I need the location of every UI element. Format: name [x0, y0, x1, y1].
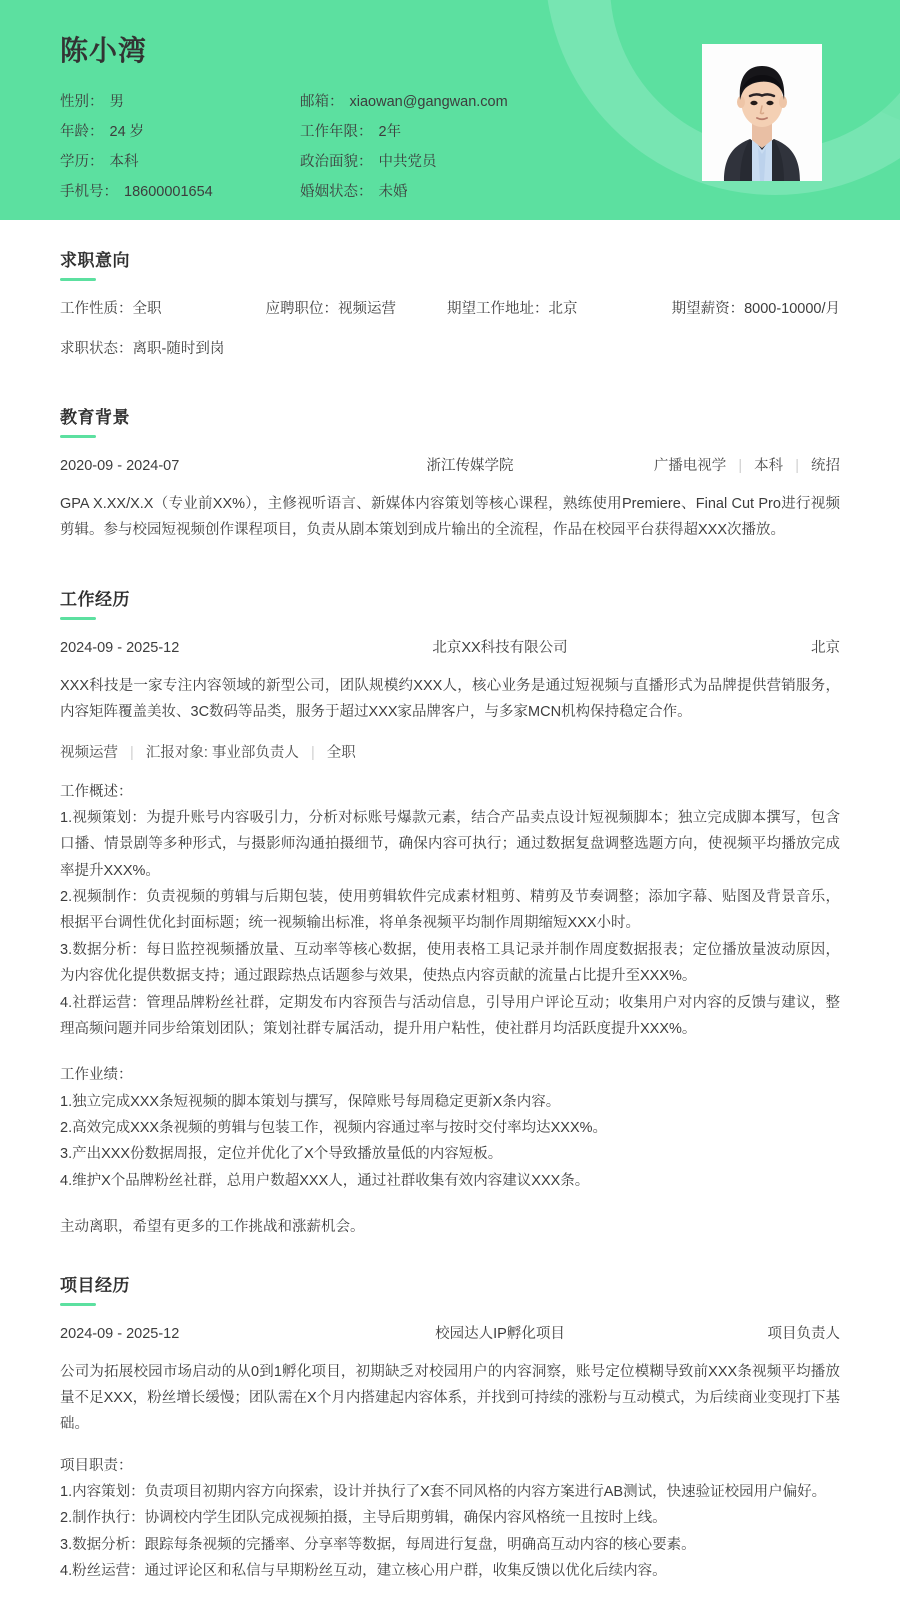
info-item-age — [60, 120, 300, 141]
work-achievement-item: 4.维护X个品牌粉丝社群，总用户数超XXX人，通过社群收集有效内容建议XXX条。 — [60, 1172, 590, 1189]
info-label: 婚姻状态 — [300, 183, 358, 200]
section-work-experience — [60, 559, 840, 1241]
job-intention-row-2 — [60, 337, 840, 358]
work-company-intro: XXX科技是一家专注内容领域的新型公司，团队规模约XXX人，核心业务是通过短视频与直播形式为品牌提供营销服务，内容矩阵覆盖美妆、3C数码等品类，服务于超过XXX家品牌客户，与多家MCN机构保持稳定合作。 — [60, 677, 840, 721]
work-achievement-item: 1.独立完成XXX条短视频的脚本策划与撰写，保障账号每周稳定更新X条内容。 — [60, 1093, 561, 1110]
work-leave-reason: 主动离职，希望有更多的工作挑战和涨薪机会。 — [60, 1219, 365, 1236]
info-separator: ： — [358, 153, 373, 170]
project-entry-header — [60, 1322, 840, 1343]
candidate-name: 陈小湾 — [60, 35, 148, 66]
work-duty-item: 4.社群运营：管理品牌粉丝社群，定期发布内容预告与活动信息，引导用户评论互动；收集用户对内容的反馈与建议，整理高频问题并同步给策划团队；策划社群专属活动，提升用户粘性，使社群月均活跃度提升XXX%。 — [60, 994, 840, 1037]
work-achievement-item: 3.产出XXX份数据周报，定位并优化了X个导致播放量低的内容短板。 — [60, 1146, 503, 1163]
info-label: 工作年限 — [300, 123, 358, 140]
project-duty-item: 1.内容策划：负责项目初期内容方向探索，设计并执行了X套不同风格的内容方案进行AB测试，快速验证校园用户偏好。 — [60, 1484, 827, 1500]
work-location: 北京 — [811, 639, 840, 656]
info-separator: ： — [89, 93, 104, 110]
intent-label: 求职状态： — [60, 341, 133, 357]
info-value: xiaowan@gangwan.com — [349, 93, 508, 110]
intent-value: 8000-10000/月 — [744, 301, 841, 317]
info-item-phone — [60, 180, 300, 201]
section-title: 项目经历 — [60, 1275, 130, 1295]
intent-label: 期望薪资： — [671, 301, 745, 317]
info-item-education-level — [60, 150, 300, 171]
education-major: 广播电视学 — [653, 458, 727, 474]
project-duties-title: 项目职责： — [60, 1457, 133, 1474]
education-school-name: 浙江传媒学院 — [426, 458, 514, 474]
meta-divider: | — [738, 458, 743, 474]
work-company-name: 北京XX科技有限公司 — [432, 639, 568, 656]
portrait-photo-icon — [702, 44, 822, 181]
work-employment-type: 全职 — [326, 744, 356, 761]
info-value: 2年 — [378, 123, 402, 140]
work-job-title: 视频运营 — [60, 744, 118, 761]
intent-item-salary — [672, 297, 840, 318]
work-duty-item: 1.视频策划：为提升账号内容吸引力，分析对标账号爆款元素，结合产品卖点设计短视频脚本；独立完成脚本撰写，包含口播、情景剧等多种形式，与摄影师沟通拍摄细节，确保内容可执行；通过数据复盘调整选题方向，使视频平均播放完成率提升XXX%。 — [60, 809, 840, 879]
intent-label: 期望工作地址： — [447, 301, 549, 317]
education-date-range: 2020-09 - 2024-07 — [60, 458, 180, 474]
info-item-email — [300, 90, 620, 111]
info-item-experience-years — [300, 120, 620, 141]
education-admission-type: 统招 — [811, 458, 840, 474]
intent-value: 全职 — [132, 301, 162, 317]
project-date-range: 2024-09 - 2025-12 — [60, 1325, 180, 1342]
info-separator: ： — [358, 123, 373, 140]
info-value: 24 岁 — [109, 123, 145, 140]
intent-item-job-status — [60, 337, 275, 358]
intent-value: 北京 — [548, 301, 578, 317]
info-separator: ： — [89, 123, 104, 140]
intent-item-job-type — [60, 297, 265, 318]
project-duty-item: 3.数据分析：跟踪每条视频的完播率、分享率等数据，每周进行复盘，明确高互动内容的核心要素。 — [60, 1536, 696, 1553]
section-title: 工作经历 — [60, 589, 130, 609]
work-duties-title: 工作概述： — [60, 783, 133, 800]
intent-label: 工作性质： — [60, 301, 133, 317]
info-label: 性别 — [60, 93, 89, 110]
section-title-underline — [60, 435, 96, 438]
project-duty-item: 4.粉丝运营：通过评论区和私信与早期粉丝互动，建立核心用户群，收集反馈以优化后续内容。 — [60, 1563, 667, 1580]
info-value: 本科 — [109, 153, 139, 170]
work-role-meta — [60, 741, 840, 762]
info-separator: ： — [329, 93, 344, 110]
meta-divider: | — [795, 458, 799, 474]
meta-divider: | — [130, 744, 134, 761]
section-projects — [60, 1245, 840, 1585]
education-degree: 本科 — [754, 458, 784, 474]
info-separator: ： — [89, 153, 104, 170]
section-title-underline — [60, 1303, 96, 1306]
work-date-range: 2024-09 - 2025-12 — [60, 639, 180, 656]
section-title-underline — [60, 278, 96, 281]
intent-value: 视频运营 — [337, 301, 396, 317]
work-duty-item: 2.视频制作：负责视频的剪辑与后期包装，使用剪辑软件完成素材粗剪、精剪及节奏调整；添加字幕、贴图及背景音乐，根据平台调性优化封面标题；统一视频输出标准，将单条视频平均制作周期缩短XXX小时。 — [60, 889, 840, 932]
job-intention-row-1 — [60, 297, 840, 318]
info-label: 政治面貌 — [300, 153, 358, 170]
section-title-underline — [60, 617, 96, 620]
info-value: 中共党员 — [378, 153, 437, 170]
project-background: 公司为拓展校园市场启动的从0到1孵化项目，初期缺乏对校园用户的内容洞察，账号定位模糊导致前XXX条视频平均播放量不足XXX，粉丝增长缓慢；团队需在X个月内搭建起内容体系，并找到可持续的涨粉与互动模式，为后续商业变现打下基础。 — [60, 1363, 840, 1433]
project-role: 项目负责人 — [767, 1325, 840, 1342]
info-label: 邮箱 — [300, 93, 329, 110]
section-job-intention — [60, 220, 840, 358]
intent-item-location — [447, 297, 672, 318]
intent-value: 离职-随时到岗 — [132, 341, 225, 357]
section-education — [60, 377, 840, 544]
info-label: 年龄 — [60, 123, 89, 140]
section-title: 教育背景 — [60, 408, 130, 427]
project-name: 校园达人IP孵化项目 — [435, 1325, 565, 1342]
info-value: 未婚 — [378, 183, 408, 200]
education-meta — [580, 454, 840, 475]
info-item-gender — [60, 90, 300, 111]
info-label: 学历 — [60, 153, 89, 170]
resume-body — [0, 220, 900, 1605]
candidate-photo — [702, 44, 822, 181]
work-achievement-item: 2.高效完成XXX条视频的剪辑与包装工作，视频内容通过率与按时交付率均达XXX%。 — [60, 1120, 608, 1136]
info-separator: ： — [358, 183, 373, 200]
intent-item-position — [265, 297, 447, 318]
intent-label: 应聘职位： — [265, 301, 338, 317]
work-report-to: 汇报对象: 事业部负责人 — [145, 744, 299, 761]
work-duty-item: 3.数据分析：每日监控视频播放量、互动率等核心数据，使用表格工具记录并制作周度数据报表；定位播放量波动原因，为内容优化提供数据支持；通过跟踪热点话题参与效果，使热点内容贡献的流量占比提升至XXX%。 — [60, 941, 840, 985]
section-title: 求职意向 — [60, 251, 130, 270]
info-label: 手机号 — [60, 183, 104, 200]
project-duty-item: 2.制作执行：协调校内学生团队完成视频拍摄，主导后期剪辑，确保内容风格统一且按时上线。 — [60, 1510, 667, 1527]
info-value: 男 — [109, 93, 124, 110]
work-achievements-title: 工作业绩： — [60, 1067, 133, 1084]
education-entry-header — [60, 454, 840, 475]
meta-divider: | — [310, 744, 315, 761]
work-entry-header — [60, 636, 840, 657]
resume-header — [0, 0, 900, 220]
personal-info-grid — [60, 90, 620, 201]
info-item-marital-status — [300, 180, 620, 201]
info-item-political-status — [300, 150, 620, 171]
education-description: GPA X.XX/X.X（专业前XX%），主修视听语言、新媒体内容策划等核心课程，熟练使用Premiere、Final Cut Pro进行视频剪辑。参与校园短视频创作课程项目，负责从剧本策划到成片输出的全流程，作品在校园平台获得超XXX次播放。 — [60, 496, 840, 539]
info-separator: ： — [103, 183, 118, 200]
info-value: 18600001654 — [124, 183, 213, 200]
